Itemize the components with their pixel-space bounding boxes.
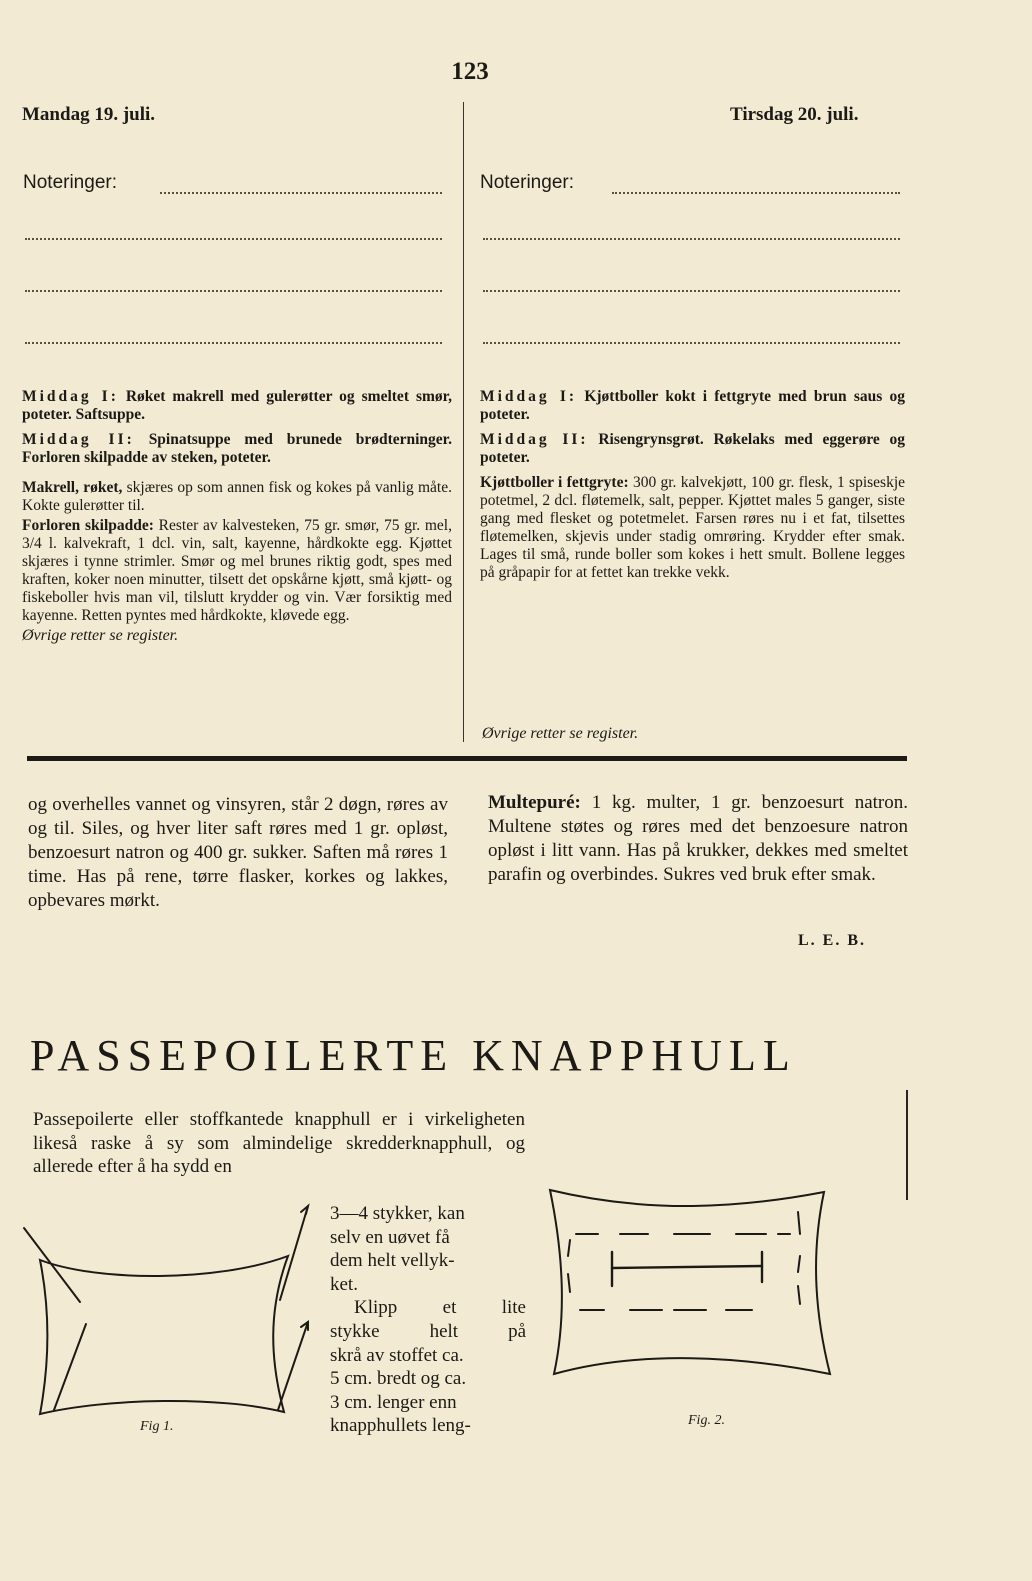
note-line <box>25 342 442 344</box>
ovrige-right: Øvrige retter se register. <box>482 725 639 742</box>
note-line <box>160 192 442 194</box>
fabric-piece <box>550 1190 830 1374</box>
guide-line <box>24 1228 80 1302</box>
note-line <box>483 290 900 292</box>
middag-text: Røket makrell med gulerøtter og smeltet smør, poteter. Saftsuppe. <box>22 388 452 423</box>
column-divider <box>463 102 464 742</box>
recipe-text: 300 gr. kalvekjøtt, 100 gr. flesk, 1 spiseskje potetmel, 2 dcl. fløtemelk, salt, pepper. Kjøttet males 5 ganger, siste gang med flesket og potetmelet. Farsen røres nu i et fat, tilsettes fløtemelken, skjevis under stadig omrøring. Krydder efter smak. Lages til små, runde boller som kokes i hett smult. Bollene legges på gråpapir for at fettet kan trekke vekk. <box>480 474 906 581</box>
column-line: ket. <box>330 1273 358 1295</box>
recipe-label: Makrell, røket, <box>22 479 123 496</box>
guide-line <box>54 1324 86 1410</box>
ovrige-left: Øvrige retter se register. <box>22 627 179 644</box>
day-heading-right: Tirsdag 20. juli. <box>730 104 859 125</box>
recipe-text: 1 kg. multer, 1 gr. benzoesurt natron. Multene støtes og røres med det benzoesure natron opløst i litt vann. Has på krukker, dekkes med smeltet parafin og overbindes. Sukres ved bruk efter smak. <box>488 792 909 885</box>
day-heading-left: Mandag 19. juli. <box>22 104 156 125</box>
continued-recipe-text: og overhelles vannet og vinsyren, står 2 døgn, røres av og til. Siles, og hver liter saft røres med 1 gr. opløst, benzoesurt natron og 400 gr. sukker. Saften må røres 1 time. Has på rene, tørre flasker, korkes og lakkes, opbevares mørkt. <box>28 794 448 911</box>
middag-1-left <box>22 388 452 424</box>
notes-label-left: Noteringer: <box>23 172 117 193</box>
column-line: 3—4 stykker, kan <box>330 1203 465 1224</box>
column-line: 5 cm. bredt og ca. <box>330 1368 467 1390</box>
fig-1-label: Fig 1. <box>140 1419 174 1434</box>
right-recipes <box>480 388 905 589</box>
left-recipes <box>22 388 452 652</box>
column-line: stykke helt på <box>330 1320 526 1342</box>
lower-right-text <box>488 791 908 887</box>
fig-2-drawing <box>540 1178 835 1388</box>
column-line: 3 cm. lenger enn <box>330 1391 457 1413</box>
fig-1-drawing <box>18 1200 328 1440</box>
buttonhole-slit <box>612 1266 762 1268</box>
note-line <box>483 342 900 344</box>
recipe-text: Rester av kalvesteken, 75 gr. smør, 75 gr. mel, 3/4 l. kalvekraft, 1 dcl. vin, salt, kayenne, hårdkokte egg. Kjøttet skjæres i tynne strimler. Smør og mel brunes riktig godt, spes med kraften, koker noen minutter, tilsett det opskårne kjøtt, små kjøtt- og fiskeboller hvis man vil, tilslutt krydder og vin. Vær forsiktig med kayenne. Retten pyntes med hårdkokte, kløvede egg. <box>22 517 452 624</box>
middag-text: Risengrynsgrøt. Røkelaks med eggerøre og poteter. <box>480 431 906 466</box>
recipe-label: Forloren skilpadde: <box>22 517 154 534</box>
column-line: dem helt vellyk- <box>330 1250 455 1272</box>
middag-label: Middag II: <box>480 431 589 448</box>
middag-label: Middag I: <box>22 388 119 405</box>
fig-2-label: Fig. 2. <box>688 1413 725 1428</box>
column-edge-rule <box>906 1090 908 1200</box>
article-column <box>330 1202 526 1438</box>
column-line: knapphullets leng- <box>330 1415 471 1437</box>
recipe-text: skjæres op som annen fisk og kokes på vanlig måte. Kokte gulerøtter til. <box>22 479 452 514</box>
middag-2-right <box>480 431 905 467</box>
article-title: PASSEPOILERTE KNAPPHULL <box>30 1031 797 1080</box>
lower-left-text <box>28 793 448 913</box>
note-line <box>25 290 442 292</box>
guide-line <box>278 1322 308 1410</box>
middag-label: Middag I: <box>480 388 578 405</box>
signature: L. E. B. <box>798 932 867 949</box>
middag-text: Kjøttboller kokt i fettgryte med brun saus og poteter. <box>480 388 906 423</box>
note-line <box>25 238 442 240</box>
makrell-recipe <box>22 479 452 515</box>
multepure-recipe <box>488 791 908 887</box>
recipe-label: Multepuré: <box>488 792 581 813</box>
middag-label: Middag II: <box>22 431 135 448</box>
middag-2-left <box>22 431 452 467</box>
column-line: selv en uøvet få <box>330 1226 450 1248</box>
note-line <box>612 192 900 194</box>
skilpadde-recipe <box>22 517 452 625</box>
column-line: Klipp et lite <box>354 1297 526 1319</box>
arrow-head <box>301 1206 308 1214</box>
recipe-label: Kjøttboller i fettgryte: <box>480 474 629 491</box>
kjottboller-recipe <box>480 474 905 582</box>
fabric-piece <box>40 1256 288 1414</box>
guide-line <box>280 1206 308 1300</box>
section-rule <box>27 756 907 761</box>
column-line: skrå av stoffet ca. <box>330 1344 464 1366</box>
notes-label-right: Noteringer: <box>480 172 574 193</box>
note-line <box>483 238 900 240</box>
page-number: 123 <box>451 58 489 85</box>
article-intro: Passepoilerte eller stoffkantede knapphull er i virkeligheten likeså raske å sy som almindelige skredderknapphull, og allerede efter å ha sydd en <box>33 1109 525 1178</box>
middag-text: Spinatsuppe med brunede brødterninger. Forloren skilpadde av steken, poteter. <box>22 431 453 466</box>
middag-1-right <box>480 388 905 424</box>
